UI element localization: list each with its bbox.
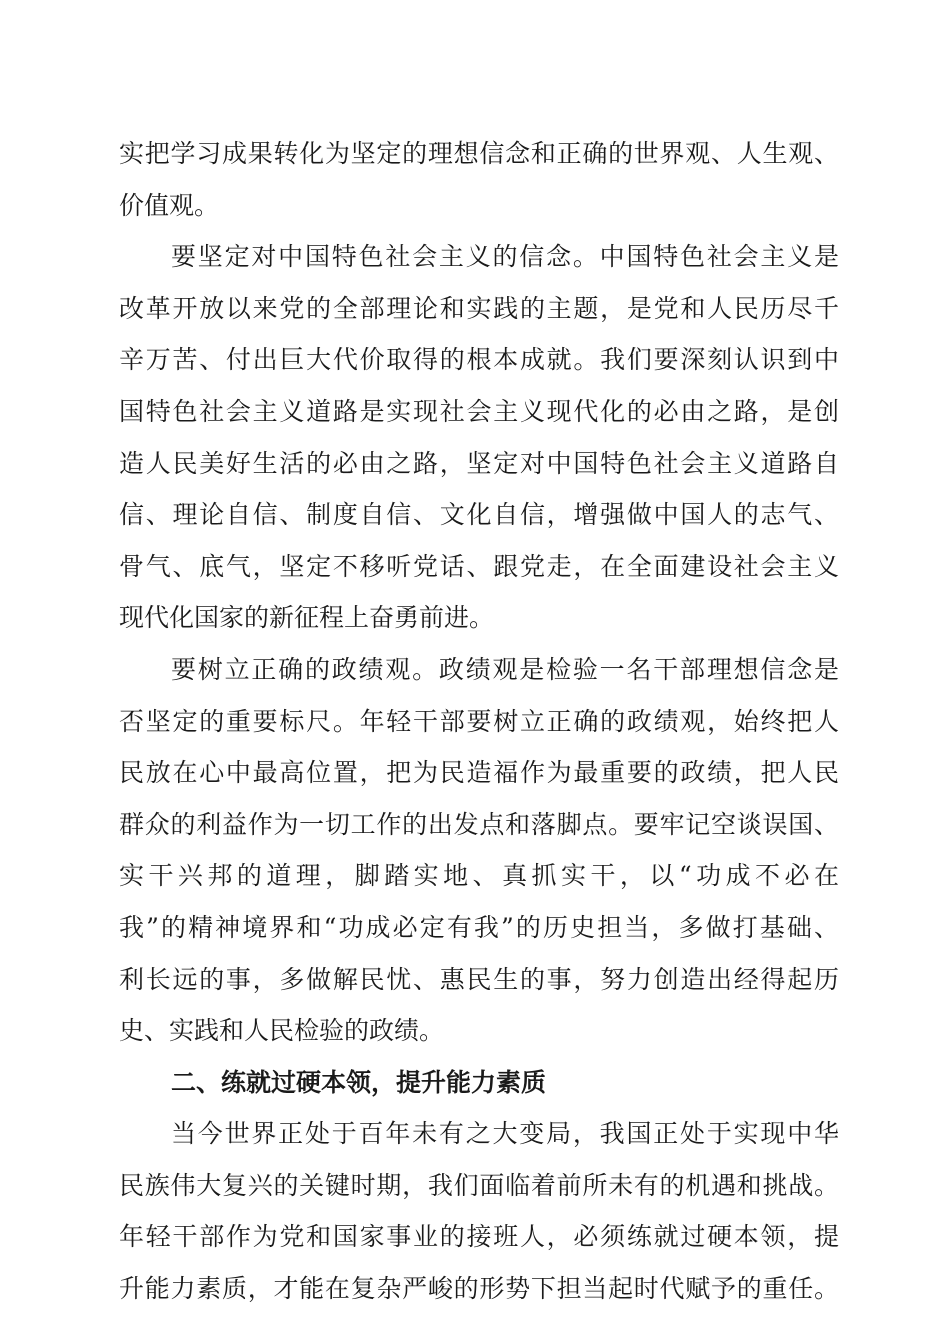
- text-line: 史、实践和人民检验的政绩。: [119, 1016, 445, 1046]
- text-line: 年轻干部作为党和国家事业的接班人，必须练就过硬本领，提: [119, 1222, 839, 1252]
- text-line: 辛万苦、付出巨大代价取得的根本成就。我们要深刻认识到中: [119, 345, 839, 375]
- paragraph-first-line: 当今世界正处于百年未有之大变局，我国正处于实现中华: [171, 1119, 839, 1149]
- text-line: 改革开放以来党的全部理论和实践的主题，是党和人民历尽千: [119, 293, 839, 323]
- text-line: 利长远的事，多做解民忧、惠民生的事，努力创造出经得起历: [119, 964, 839, 994]
- paragraph-first-line: 要树立正确的政绩观。政绩观是检验一名干部理想信念是: [171, 654, 839, 684]
- text-line: 民族伟大复兴的关键时期，我们面临着前所未有的机遇和挑战。: [119, 1170, 839, 1200]
- text-line: 实把学习成果转化为坚定的理想信念和正确的世界观、人生观、: [119, 139, 839, 168]
- text-line: 骨气、底气，坚定不移听党话、跟党走，在全面建设社会主义: [119, 551, 839, 581]
- text-line: 升能力素质，才能在复杂严峻的形势下担当起时代赋予的重任。: [119, 1274, 839, 1304]
- paragraph-first-line: 要坚定对中国特色社会主义的信念。中国特色社会主义是: [171, 242, 839, 272]
- text-line: 否坚定的重要标尺。年轻干部要树立正确的政绩观，始终把人: [119, 706, 839, 736]
- text-line: 国特色社会主义道路是实现社会主义现代化的必由之路，是创: [119, 396, 839, 426]
- text-line: 现代化国家的新征程上奋勇前进。: [119, 603, 495, 633]
- section-heading: 二、练就过硬本领，提升能力素质: [171, 1067, 547, 1097]
- document-body: [119, 128, 839, 1315]
- text-line: 我”的精神境界和“功成必定有我”的历史担当，多做打基础、: [119, 912, 839, 942]
- text-line: 群众的利益作为一切工作的出发点和落脚点。要牢记空谈误国、: [119, 809, 839, 839]
- text-line: 信、理论自信、制度自信、文化自信，增强做中国人的志气、: [119, 500, 839, 530]
- text-line: 民放在心中最高位置，把为民造福作为最重要的政绩，把人民: [119, 758, 839, 788]
- text-line: 价值观。: [119, 190, 220, 220]
- text-line: 实干兴邦的道理，脚踏实地、真抓实干，以“功成不必在: [119, 861, 839, 891]
- text-line: 造人民美好生活的必由之路，坚定对中国特色社会主义道路自: [119, 448, 839, 478]
